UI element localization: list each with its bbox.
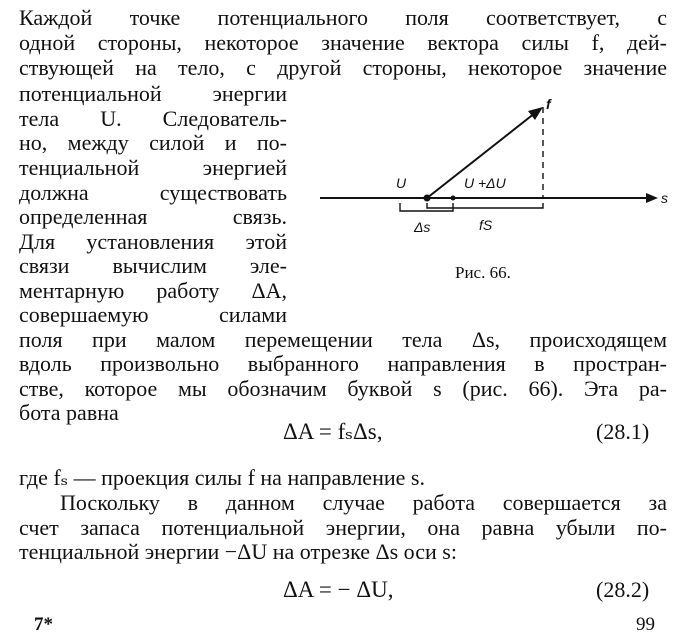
text-line: одной стороны, некоторое значение вектора силы f, дей-	[19, 30, 667, 55]
text-line: Поскольку в данном случае работа совершается за	[60, 490, 667, 515]
text-line: связи вычислим эле-	[19, 253, 287, 278]
equation-number: (28.2)	[596, 577, 650, 602]
force-label: f	[546, 96, 551, 112]
text-line: вдоль произвольно выбранного направления в простран-	[19, 351, 667, 376]
signature-mark: 7*	[34, 614, 53, 635]
text-line: тенциальной энергии −ΔU на отрезке Δs оси s:	[19, 539, 457, 564]
equation-28-2: ΔA = − ΔU,	[283, 577, 394, 602]
text-line: ментарную работу ΔA,	[19, 278, 287, 303]
text-line: ствующей на тело, с другой стороны, некоторое значение	[19, 55, 667, 80]
point-u	[424, 195, 431, 202]
text-line: Каждой точке потенциального поля соответствует, с	[19, 5, 667, 30]
f-s-bracket	[427, 203, 543, 208]
axis-arrowhead	[646, 193, 658, 203]
equation-28-1: ΔA = fₛΔs,	[283, 419, 383, 444]
figure-66	[300, 86, 670, 256]
delta-s-label: Δs	[414, 219, 431, 235]
page-number: 99	[636, 614, 655, 635]
point-u-label: U	[396, 175, 407, 191]
f-s-label: fS	[479, 217, 493, 233]
text-line: потенциальной энергии	[19, 81, 287, 106]
text-line: совершаемую силами	[19, 302, 287, 327]
text-line: стве, которое мы обозначим буквой s (рис. 66). Эта ра-	[19, 376, 667, 401]
point-u-du-label: U +ΔU	[464, 175, 506, 191]
text-line: тенциальной энергией	[19, 155, 287, 180]
point-u-du	[451, 196, 456, 201]
axis-label: s	[661, 190, 668, 206]
text-line: определенная связь.	[19, 204, 287, 229]
text-line: тела U. Следователь-	[19, 106, 287, 131]
text-line: бота равна	[19, 400, 119, 425]
text-line: где fₛ — проекция силы f на направление s.	[19, 465, 425, 490]
equation-number: (28.1)	[596, 419, 650, 444]
text-line: поля при малом перемещении тела Δs, происходящем	[19, 327, 667, 352]
figure-caption: Рис. 66.	[455, 263, 511, 282]
text-line: счет запаса потенциальной энергии, она равна убыли по-	[19, 515, 667, 540]
text-line: но, между силой и по-	[19, 130, 287, 155]
force-arrowhead	[528, 107, 543, 120]
text-line: должна существовать	[19, 180, 287, 205]
text-line: Для установления этой	[19, 229, 287, 254]
